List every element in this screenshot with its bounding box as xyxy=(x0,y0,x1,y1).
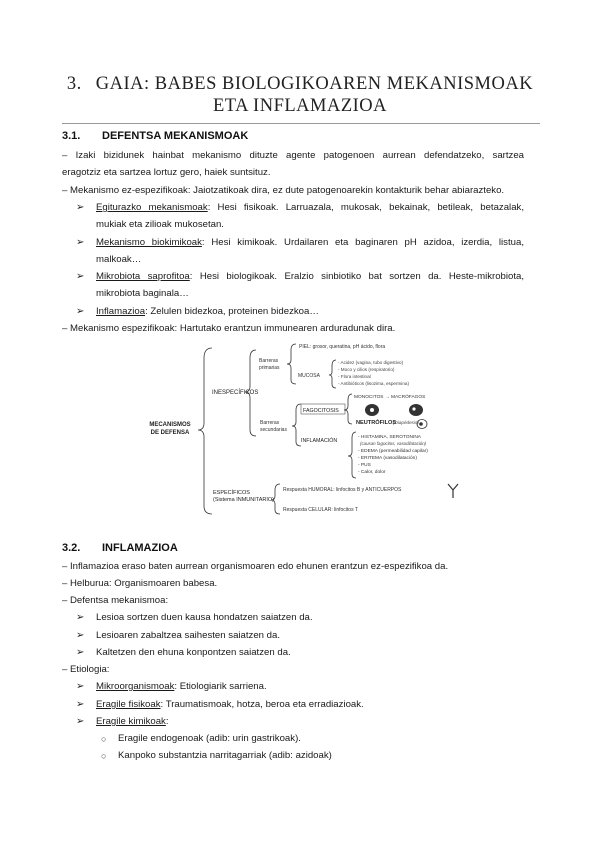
inflamacion-label: INFLAMACIÓN xyxy=(301,438,338,444)
barreras-primarias-label-2: primarias xyxy=(259,365,280,371)
list-item-continuation: mikrobiota baginala… xyxy=(96,288,189,299)
circle-bullet-icon: ○ xyxy=(101,751,107,761)
neutrofilos-note: (Diapédesis) xyxy=(393,420,419,425)
arrow-bullet-icon: ➢ xyxy=(76,699,85,710)
mucosa-item: - Acidez (vagina, tubo digestivo) xyxy=(338,360,404,365)
celular-response-label: Respuesta CELULAR: linfocitos T xyxy=(283,507,358,513)
fagocitosis-label: FAGOCITOSIS xyxy=(303,408,339,414)
macrophage-icon xyxy=(409,404,423,416)
circle-bullet-icon: ○ xyxy=(101,734,107,744)
list-item-continuation: mukiak eta zilioak mukosetan. xyxy=(96,219,224,230)
mucosa-item: - Antibióticos (lisozima, espermina) xyxy=(338,381,409,386)
section-heading-3-1: 3.1. DEFENTSA MEKANISMOAK xyxy=(62,130,249,142)
arrow-bullet-icon: ➢ xyxy=(76,681,85,692)
list-item: Eragile kimikoak: xyxy=(96,716,169,727)
inespecificos-label: INESPECÍFICOS xyxy=(212,390,259,396)
arrow-bullet-icon: ➢ xyxy=(76,271,85,282)
arrow-bullet-icon: ➢ xyxy=(76,306,85,317)
title-divider xyxy=(62,123,540,124)
list-item: Lesioa sortzen duen kausa hondatzen saiatzen da. xyxy=(96,612,313,623)
defense-mechanisms-diagram xyxy=(0,338,600,518)
mucosa-label: MUCOSA xyxy=(298,373,320,379)
especificos-label-2: (Sistema INMUNITARIO) xyxy=(213,497,275,503)
humoral-response-label: Respuesta HUMORAL: linfocitos B y ANTICUERPOS xyxy=(283,487,402,493)
list-item: Mekanismo biokimikoak: Hesi kimikoak. Urdailaren eta baginaren pH azidoa, izerdia, listua, xyxy=(96,237,524,248)
list-item: Mikrobiota saprofitoa: Hesi biologikoak. Eralzio sinbiotiko bat sortzen da. Heste-mikrobiota, xyxy=(96,271,524,282)
barreras-primarias-label: Barreras xyxy=(259,358,279,364)
etiologia: – Etiologia: xyxy=(62,664,110,675)
list-item-continuation: malkoak… xyxy=(96,254,142,265)
inflamacion-item: - EDEMA (permeabilidad capilar) xyxy=(358,449,428,454)
list-item: Egiturazko mekanismoak: Hesi fisikoak. Larruazala, mukosak, bekainak, betileak, betazalak, xyxy=(96,202,524,213)
chapter-title-line1: GAIA: BABES BIOLOGIKOAREN MEKANISMOAK xyxy=(95,74,534,94)
piel-label: PIEL: grosor, queratina, pH ácido, flora xyxy=(299,344,386,350)
arrow-bullet-icon: ➢ xyxy=(76,202,85,213)
list-item: Kaltetzen den ehuna konpontzen saiatzen da. xyxy=(96,647,291,658)
inflamacion-item: - ERITEMA (vasodilatación) xyxy=(358,456,417,461)
intro-line-2: eragotziz eta sartzea lortuz gero, haiek suntsituz. xyxy=(62,167,271,178)
mucosa-item: - Flora intestinal xyxy=(338,374,371,379)
barreras-secundarias-label-2: secundarias xyxy=(260,427,287,433)
list-item: Eragile fisikoak: Traumatismoak, hotza, beroa eta erradiazioak. xyxy=(96,699,364,710)
chapter-title-line2: ETA INFLAMAZIOA xyxy=(212,96,388,116)
monocitos-label: MONOCITOS → MACRÓFAGOS xyxy=(354,395,426,400)
mucosa-item: - Moco y cilios (respiratorio) xyxy=(338,367,395,372)
diagram-root-label-2: DE DEFENSA xyxy=(150,430,190,436)
macrophage-icon xyxy=(365,404,379,416)
list-item: Lesioaren zabaltzea saihesten saiatzen da. xyxy=(96,630,281,641)
antibody-icon xyxy=(448,484,458,498)
arrow-bullet-icon: ➢ xyxy=(76,647,85,658)
especificos-label: ESPECÍFICOS xyxy=(213,490,250,496)
neutrofilos-label: NEUTRÓFILOS xyxy=(356,420,397,426)
sub-list-item: Kanpoko substantzia narritagarriak (adib: azidoak) xyxy=(118,750,332,761)
specific-mechanisms: – Mekanismo espezifikoak: Hartutako erantzun immunearen arduradunak dira. xyxy=(62,323,396,334)
arrow-bullet-icon: ➢ xyxy=(76,612,85,623)
arrow-bullet-icon: ➢ xyxy=(76,630,85,641)
chapter-number: 3. xyxy=(66,74,82,94)
inflamacion-item: - HISTAMINA, SEROTONINA xyxy=(358,435,421,440)
barreras-secundarias-label: Barreras xyxy=(260,420,280,426)
arrow-bullet-icon: ➢ xyxy=(76,237,85,248)
inflamacion-item: - PUS xyxy=(358,463,371,468)
intro-line-1: – Izaki bizidunek hainbat mekanismo dituzte agente patogenoen aurrean defendatzeko, sartzea xyxy=(62,150,524,161)
list-item: Mikroorganismoak: Etiologiarik sarriena. xyxy=(96,681,267,692)
nonspecific-mechanisms: – Mekanismo ez-espezifikoak: Jaiotzatikoak dira, ez dute patogenoarekin kontakturik behar abiarazteko. xyxy=(62,185,505,196)
inflamazioa-definition: – Inflamazioa eraso baten aurrean organismoaren edo ehunen erantzun ez-espezifikoa da. xyxy=(62,561,449,572)
inflamacion-item: - Calor, dolor xyxy=(358,470,386,475)
inflamacion-item: (causan fagocitos, vasodilatación) xyxy=(360,441,427,446)
arrow-bullet-icon: ➢ xyxy=(76,716,85,727)
list-item: Inflamazioa: Zelulen bidezkoa, proteinen bidezkoa… xyxy=(96,306,319,317)
diagram-root-label: MECANISMOS xyxy=(149,422,191,428)
chapter-title xyxy=(60,72,540,96)
section-heading-3-2: 3.2. INFLAMAZIOA xyxy=(62,542,178,554)
helburua: – Helburua: Organismoaren babesa. xyxy=(62,578,218,589)
sub-list-item: Eragile endogenoak (adib: urin gastrikoak). xyxy=(118,733,301,744)
defentsa-mekanismoa: – Defentsa mekanismoa: xyxy=(62,595,169,606)
